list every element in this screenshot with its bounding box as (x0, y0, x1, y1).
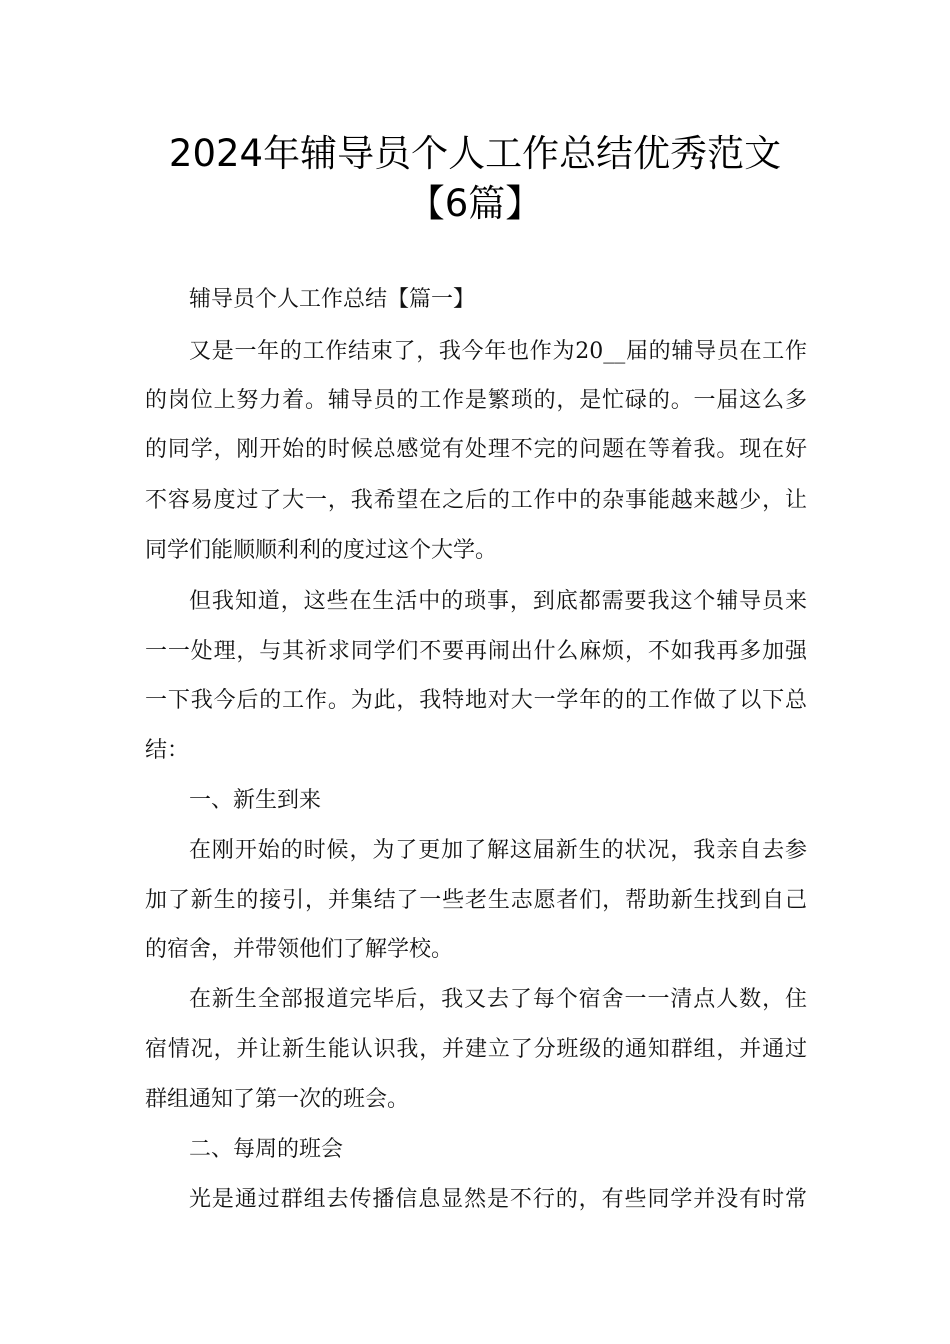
document-title-line2: 【6篇】 (407, 182, 543, 225)
paragraph4-line: 群组通知了第一次的班会。 (145, 1087, 410, 1112)
paragraph2-line: 但我知道，这些在生活中的琐事，到底都需要我这个辅导员来 (189, 589, 807, 614)
paragraph4-line: 在新生全部报道完毕后，我又去了每个宿舍一一清点人数，住 (189, 987, 807, 1012)
heading-weekly-meeting: 二、每周的班会 (189, 1137, 344, 1162)
paragraph2-line: 一一处理，与其祈求同学们不要再闹出什么麻烦，不如我再多加强 (145, 639, 807, 664)
paragraph2-line: 结： (145, 738, 190, 763)
paragraph3-line: 在刚开始的时候，为了更加了解这届新生的状况，我亲自去参 (189, 838, 807, 863)
paragraph5-line: 光是通过群组去传播信息显然是不行的，有些同学并没有时常 (189, 1187, 807, 1212)
paragraph1-line: 的岗位上努力着。辅导员的工作是繁琐的，是忙碌的。一届这么多 (145, 388, 807, 413)
paragraph1-line: 又是一年的工作结束了，我今年也作为20__届的辅导员在工作 (189, 339, 807, 364)
heading-new-students: 一、新生到来 (189, 788, 322, 813)
section-heading: 辅导员个人工作总结【篇一】 (189, 287, 476, 312)
document-title-line1: 2024年辅导员个人工作总结优秀范文 (168, 132, 782, 175)
paragraph4-line: 宿情况，并让新生能认识我，并建立了分班级的通知群组，并通过 (145, 1037, 807, 1062)
paragraph3-line: 的宿舍，并带领他们了解学校。 (145, 937, 454, 962)
paragraph1-line: 同学们能顺顺利利的度过这个大学。 (145, 538, 498, 563)
paragraph3-line: 加了新生的接引，并集结了一些老生志愿者们，帮助新生找到自己 (145, 888, 807, 913)
paragraph1-line: 的同学，刚开始的时候总感觉有处理不完的问题在等着我。现在好 (145, 437, 807, 462)
paragraph1-line: 不容易度过了大一，我希望在之后的工作中的杂事能越来越少，让 (145, 488, 807, 513)
paragraph2-line: 一下我今后的工作。为此，我特地对大一学年的的工作做了以下总 (145, 688, 807, 713)
